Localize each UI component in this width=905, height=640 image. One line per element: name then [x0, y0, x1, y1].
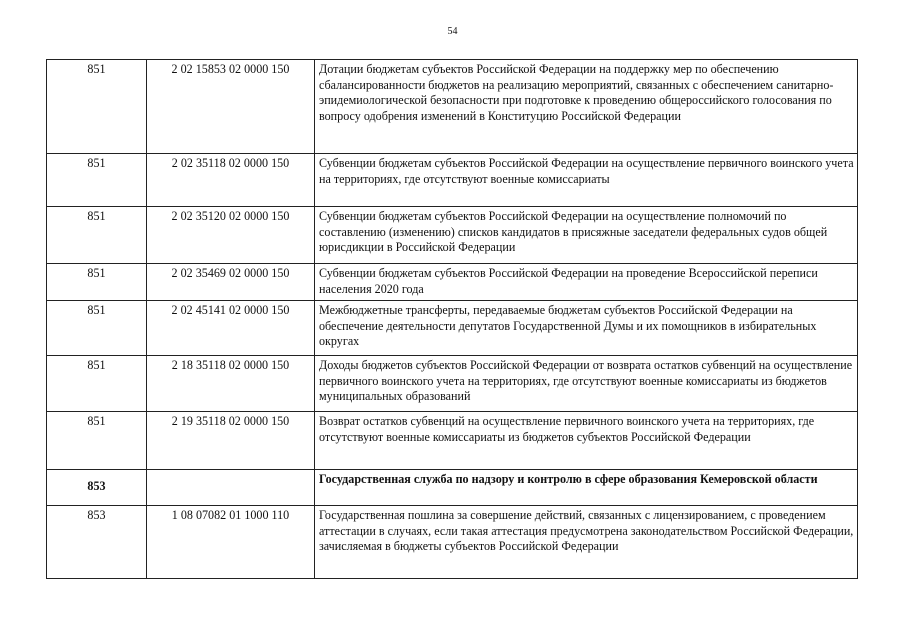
kbk-code-cell: 2 02 45141 02 0000 150	[147, 301, 315, 356]
admin-code-cell: 853	[47, 470, 147, 506]
revenue-name-cell: Субвенции бюджетам субъектов Российской Федерации на осуществление полномочий по составлению (изменению) списков кандидатов в присяжные заседатели федеральных судов общей юрисдикции в Российской Федерации	[315, 207, 858, 264]
admin-code-cell: 851	[47, 356, 147, 412]
kbk-code-cell: 2 02 15853 02 0000 150	[147, 60, 315, 154]
page-number: 54	[447, 26, 458, 37]
admin-code-cell: 851	[47, 60, 147, 154]
table-row	[47, 154, 858, 207]
revenue-name-cell: Доходы бюджетов субъектов Российской Федерации от возврата остатков субвенций на осуществление первичного воинского учета на территориях, где отсутствуют военные комиссариаты из бюджетов муниципальных образований	[315, 356, 858, 412]
kbk-code-cell	[147, 470, 315, 506]
kbk-code-cell: 2 19 35118 02 0000 150	[147, 412, 315, 470]
revenue-codes-table	[46, 59, 858, 579]
table-row	[47, 264, 858, 301]
kbk-code-cell: 1 08 07082 01 1000 110	[147, 506, 315, 579]
kbk-code-cell: 2 02 35118 02 0000 150	[147, 154, 315, 207]
section-header-row	[47, 470, 858, 506]
revenue-name-cell: Дотации бюджетам субъектов Российской Федерации на поддержку мер по обеспечению сбалансированности бюджетов на реализацию мероприятий, связанных с обеспечением санитарно-эпидемиологической безопасности при подготовке к проведению общероссийского голосования по вопросу одобрения изменений в Конституцию Российской Федерации	[315, 60, 858, 154]
admin-code-cell: 851	[47, 207, 147, 264]
revenue-name-cell: Субвенции бюджетам субъектов Российской Федерации на проведение Всероссийской переписи населения 2020 года	[315, 264, 858, 301]
table-row	[47, 506, 858, 579]
revenue-name-cell: Межбюджетные трансферты, передаваемые бюджетам субъектов Российской Федерации на обеспечение деятельности депутатов Государственной Думы и их помощников в избирательных округах	[315, 301, 858, 356]
kbk-code-cell: 2 02 35469 02 0000 150	[147, 264, 315, 301]
table-row	[47, 356, 858, 412]
kbk-code-cell: 2 02 35120 02 0000 150	[147, 207, 315, 264]
admin-code-cell: 851	[47, 264, 147, 301]
revenue-name-cell: Государственная пошлина за совершение действий, связанных с лицензированием, с проведением аттестации в случаях, если такая аттестация предусмотрена законодательством Российской Федерации, зачисляемая в бюджеты субъектов Российской Федерации	[315, 506, 858, 579]
revenue-name-cell: Возврат остатков субвенций на осуществление первичного воинского учета на территориях, где отсутствуют военные комиссариаты из бюджетов субъектов Российской Федерации	[315, 412, 858, 470]
table-row	[47, 60, 858, 154]
admin-code-cell: 851	[47, 412, 147, 470]
admin-code-cell: 853	[47, 506, 147, 579]
admin-code-cell: 851	[47, 154, 147, 207]
administrator-name-cell: Государственная служба по надзору и контролю в сфере образования Кемеровской области	[315, 470, 858, 506]
kbk-code-cell: 2 18 35118 02 0000 150	[147, 356, 315, 412]
table-row	[47, 207, 858, 264]
revenue-name-cell: Субвенции бюджетам субъектов Российской Федерации на осуществление первичного воинского учета на территориях, где отсутствуют военные комиссариаты	[315, 154, 858, 207]
table-row	[47, 412, 858, 470]
table-row	[47, 301, 858, 356]
admin-code-cell: 851	[47, 301, 147, 356]
